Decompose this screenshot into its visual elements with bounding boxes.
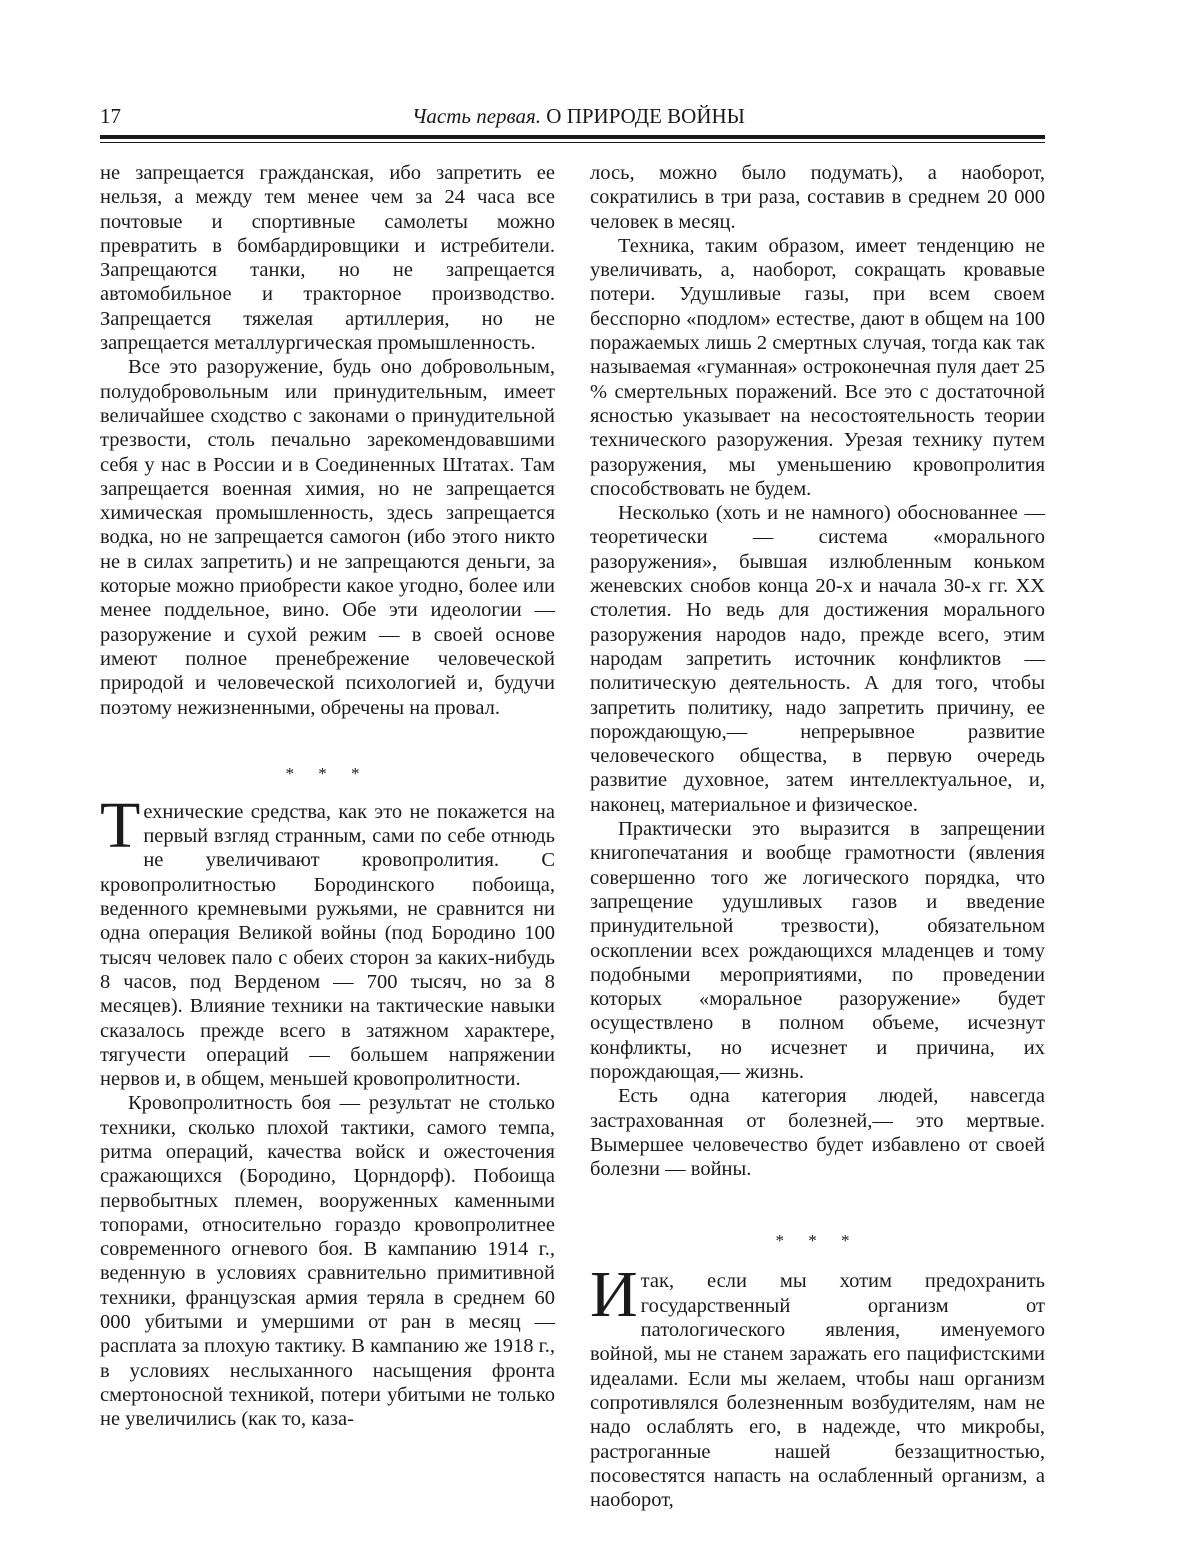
running-title xyxy=(412,101,745,131)
paragraph: Несколько (хоть и не намного) обоснованнее — теоретически — система «морального разоружения», бывшая излюбленным коньком женевских снобов конца 20-х и начала 30-х гг. XX столетия. Но ведь для достижения морального разоружения народов надо, прежде всего, этим народам запретить источник конфликтов — политическую деятельность. А для того, чтобы запретить политику, надо запретить причину, ее порождающую,— непрерывное развитие человеческого общества, в первую очередь развитие духовное, затем интеллектуальное, и, наконец, материальное и физическое. xyxy=(590,502,1045,816)
paragraph: Техника, таким образом, имеет тенденцию не увеличивать, а, наоборот, сокращать кровавые потери. Удушливые газы, при всем своем бесспорно «подлом» естестве, дают в общем на 100 поражаемых лишь 2 смертных случая, тогда как так называемая «гуманная» остроконечная пуля дает 25 % смертельных поражений. Все это с достаточной ясностью указывает на несостоятельность теории технического разоружения. Урезая технику путем разоружения, мы уменьшению кровопролития способствовать не будем. xyxy=(590,234,1045,500)
paragraph: Практически это выразится в запрещении книгопечатания и вообще грамотности (явления совершенно того же логического порядка, что запрещение удушливых газов и введение принудительной трезвости), обязательном оскоплении всех рождающихся младенцев и тому подобными мероприятиями, по проведении которых «моральное разоружение» будет осуществлено в полном объеме, исчезнут конфликты, но исчезнет и причина, их порождающая,— жизнь. xyxy=(590,818,1045,1083)
page-number: 17 xyxy=(100,104,121,128)
paragraph: Все это разоружение, будь оно добровольным, полудобровольным или принудительным, имеет величайшее сходство с законами о принудительной трезвости, столь печально зарекомендовавшими себя у нас в России и в Соединенных Штатах. Там запрещается военная химия, но не запрещается химическая промышленность, здесь запрещается водка, но не запрещается самогон (ибо этого никто не в силах запретить) и не запрещаются деньги, за которые можно приобрести какое угодно, более или менее поддельное, вино. Обе эти идеологии — разоружение и сухой режим — в своей основе имеют полное пренебрежение человеческой природой и человеческой психологией и, будучи поэтому нежизненными, обречены на провал. xyxy=(100,356,555,719)
running-header xyxy=(100,101,1045,131)
section-separator: * * * xyxy=(285,763,370,783)
right-column xyxy=(590,161,1045,1512)
paragraph: не запрещается гражданская, ибо запретить ее нельзя, а между тем менее чем за 24 часа все почтовые и спортивные самолеты можно превратить в бомбардировщики и истребители. Запрещаются танки, но не запрещается автомобильное и тракторное производство. Запрещается тяжелая артиллерия, но не запрещается металлургическая промышленность. xyxy=(100,162,555,355)
header-rule-thin xyxy=(100,142,1045,143)
header-rule-thick xyxy=(100,135,1045,139)
paragraph-text: ехнические средства, как это не покажется на первый взгляд странным, сами по себе отнюдь не увеличивают кровопролития. С кровопролитностью Бородинского побоища, веденного кремневыми ружьями, не сравнится ни одна операция Великой войны (под Бородино 100 тысяч человек пало с обеих сторон за каких-нибудь 8 часов, под Верденом — 700 тысяч, но за 8 месяцев). Влияние техники на тактические навыки сказалось прежде всего в затяжном характере, тягучести операций — большем напряжении нервов и, в общем, меньшей кровопролитности. xyxy=(100,800,555,1091)
paragraph-text: так, если мы хотим предохранить государственный организм от патологического явления, именуемого войной, мы не станем заражать его пацифистскими идеалами. Если мы желаем, чтобы наш организм сопротивлялся болезненным возбудителям, нам не надо ослаблять его, в надежде, что микробы, растроганные нашей беззащитностью, посовестятся напасть на ослабленный организм, а наоборот, xyxy=(590,1270,1045,1512)
drop-cap-letter: И xyxy=(590,1258,638,1332)
paragraph-dropcap xyxy=(100,788,555,1092)
section-separator: * * * xyxy=(775,1231,860,1251)
paragraph-dropcap xyxy=(590,1258,1045,1512)
paragraph: Есть одна категория людей, навсегда застрахованная от болезней,— это мертвые. Вымершее человечество будет избавлено от своей болезни — войны. xyxy=(590,1085,1045,1181)
left-column xyxy=(100,161,555,1461)
paragraph: лось, можно было подумать), а наоборот, сократились в три раза, составив в среднем 20 000 человек в месяц. xyxy=(590,162,1045,233)
drop-cap-letter: Т xyxy=(100,788,141,862)
part-label: Часть первая. xyxy=(411,104,542,128)
paragraph: Кровопролитность боя — результат не столько техники, сколько плохой тактики, самого темпа, ритма операций, качества войск и ожесточения сражающихся (Бородино, Цорндорф). Побоища первобытных племен, вооруженных каменными топорами, относительно гораздо кровопролитнее современного огневого боя. В кампанию 1914 г., веденную в условиях сравнительно примитивной техники, французская армия теряла в среднем 60 000 убитыми и умершими от ран в месяц — расплата за плохую тактику. В кампанию же 1918 г., в условиях неслыханного насыщения фронта смертоносной техникой, потери убитыми не только не увеличились (как то, каза- xyxy=(100,1092,555,1431)
chapter-title: О ПРИРОДЕ ВОЙНЫ xyxy=(546,104,745,128)
